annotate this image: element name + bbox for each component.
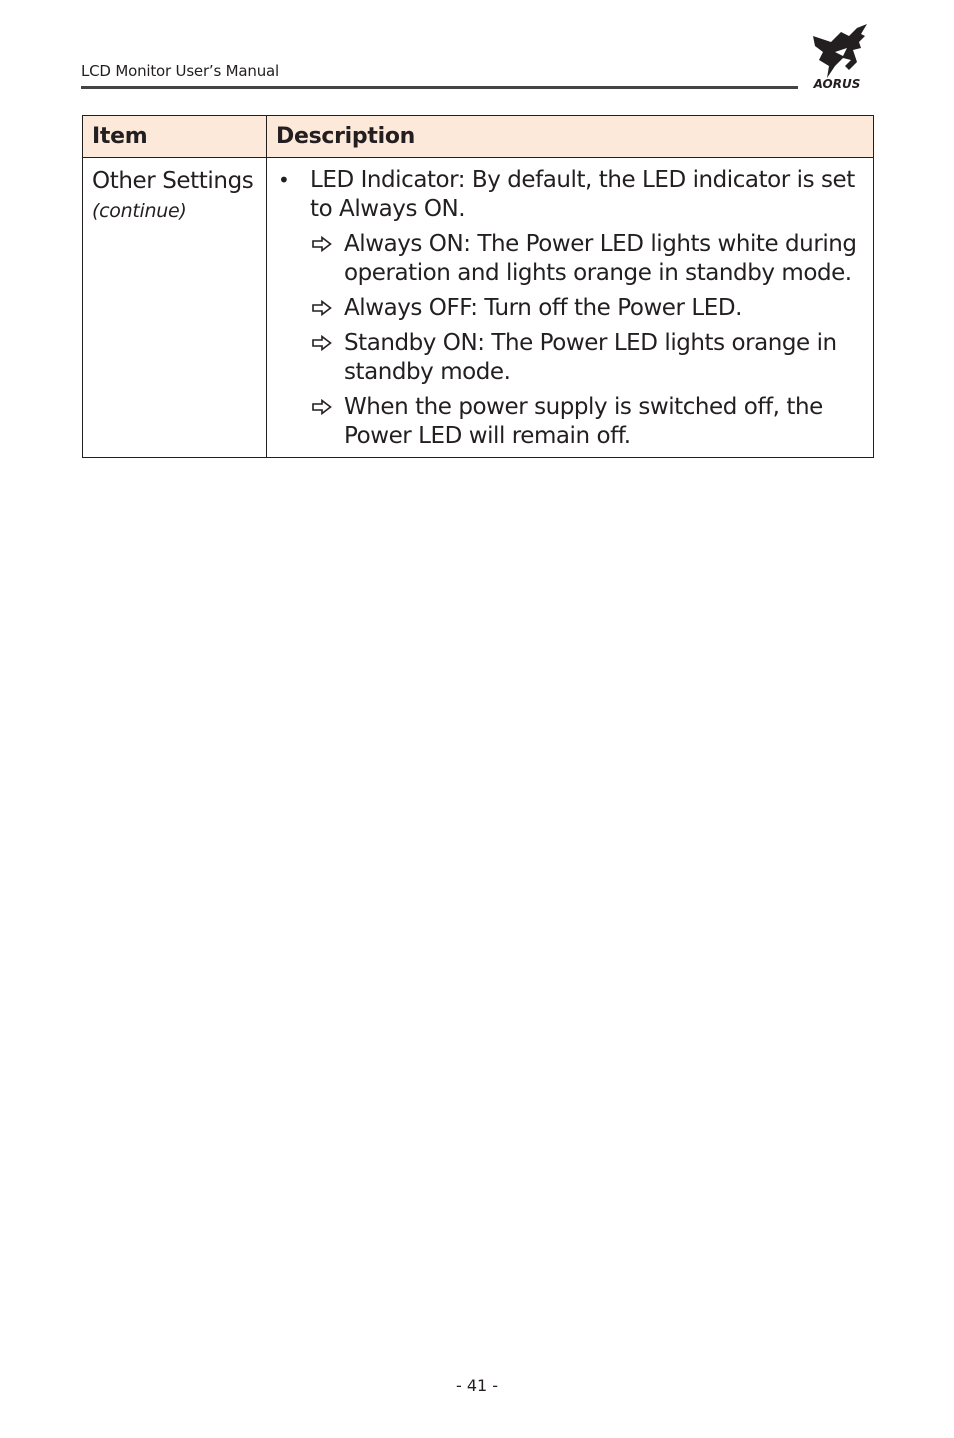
sub-item-text: Always ON: The Power LED lights white during operation and lights orange in standby mode. [344,231,857,286]
sub-item-text: Always OFF: Turn off the Power LED. [344,295,742,321]
sub-item [267,393,863,451]
page-number: - 41 - [455,1376,499,1395]
sub-item [267,294,863,323]
item-note: (continue) [92,200,187,222]
item-cell [83,158,267,458]
sub-item [267,230,863,288]
sub-item-text: Standby ON: The Power LED lights orange in standby mode. [344,330,837,385]
bullet-item [267,166,863,224]
arrow-right-icon [312,236,332,252]
arrow-right-icon [312,300,332,316]
table-header-row [83,116,874,158]
item-name: Other Settings [92,168,254,194]
bullet-dot-icon: • [278,168,290,192]
settings-table [82,115,874,458]
sub-item-text: When the power supply is switched off, the Power LED will remain off. [344,394,823,449]
arrow-right-icon [312,335,332,351]
logo-wordmark: AORUS [813,77,861,91]
aorus-eagle-logo-icon [805,22,869,92]
column-header-description: Description [267,116,874,158]
sub-item [267,329,863,387]
header-rule [81,86,798,89]
bullet-text: LED Indicator: By default, the LED indicator is set to Always ON. [310,167,855,222]
manual-title: LCD Monitor User’s Manual [81,62,279,80]
table-row [83,158,874,458]
sub-item-list [267,230,863,451]
description-cell [267,158,874,458]
arrow-right-icon [312,399,332,415]
column-header-item: Item [83,116,267,158]
